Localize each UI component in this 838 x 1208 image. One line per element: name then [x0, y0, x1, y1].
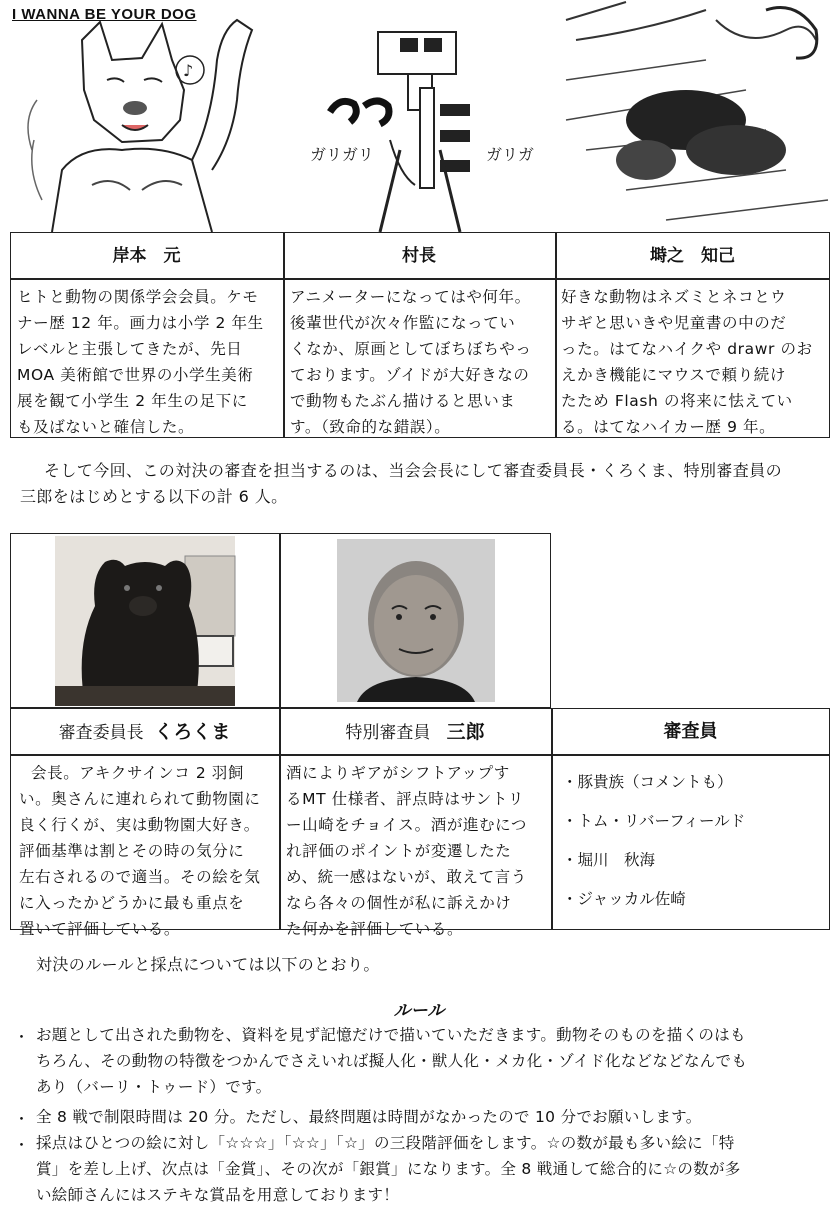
artwork-caption: I WANNA BE YOUR DOG: [12, 6, 197, 23]
rule-bullet: ・: [14, 1028, 30, 1046]
judge-label-kurokuma: [10, 710, 279, 754]
rules-intro: 対決のルールと採点については以下のとおり。: [36, 955, 380, 974]
judge-name: くろくま: [154, 721, 231, 743]
artist-name-tomoki: 塒之 知己: [650, 246, 735, 266]
artist-bio-kishimoto: ヒトと動物の関係学会会員。ケモ ナー歴 12 年。画力は小学 2 年生 レベルと主張してきたが、先日 MOA 美術館で世界の小学生美術 展を観て小学生 2 年生の足下に も及ばないと確信した。: [17, 288, 264, 436]
artist-bio-tomoki: 好きな動物はネズミとネコとウ サギと思いきや児童書の中のだ った。はてなハイクや drawr のお えかき機能にマウスで頼り続け たため Flash の将来に怯えてい る。はてなハイカー歴 9 年。: [561, 288, 813, 436]
svg-text:♪: ♪: [183, 61, 194, 80]
judge-title: 特別審査員: [345, 723, 431, 743]
other-judge-item: ・豚貴族（コメントも）: [562, 773, 733, 791]
artwork-sketch: [566, 0, 828, 232]
other-judge-item: ・堀川 秋海: [562, 851, 656, 869]
judge-name: 三郎: [446, 721, 485, 743]
other-judge-item: ・トム・リバーフィールド: [562, 812, 746, 830]
artist-bio-soncho: アニメーターになってはや何年。 後輩世代が次々作監になってい くなか、原画としてぼちぼちやっ ております。ゾイドが大好きなの で動物もたぶん描けると思いま す。（致命的な錯誤）。: [290, 288, 532, 436]
artist-name-kishimoto: 岸本 元: [112, 246, 181, 266]
photo-saburo: [337, 539, 495, 702]
intro-paragraph: そして今回、この対決の審査を担当するのは、当会会長にして審査委員長・くろくま、特別審査員の 三郎をはじめとする以下の計 6 人。: [20, 461, 783, 506]
rule-bullet: ・: [14, 1136, 30, 1154]
photo-kurokuma: [55, 536, 235, 706]
sfx-left: ガリガリ: [310, 145, 374, 164]
artwork-robot: [290, 0, 552, 232]
judge-title: 審査委員長: [58, 723, 144, 743]
rule-item-drawing: お題として出された動物を、資料を見ず記憶だけで描いていただきます。動物そのものを描くのはも ちろん、その動物の特徴をつかんでさえいれば擬人化・獣人化・メカ化・ゾイド化などなどなんでも あり（バーリ・トゥード）です。: [36, 1026, 748, 1096]
rules-title: ルール: [393, 1001, 445, 1021]
artist-name-soncho: 村長: [402, 246, 436, 266]
rule-item-time-limit: 全 8 戦で制限時間は 20 分。ただし、最終問題は時間がなかったので 10 分でお願いします。: [36, 1108, 702, 1126]
rule-bullet: ・: [14, 1110, 30, 1128]
judge-label-saburo: [279, 710, 551, 754]
judge-bio-kurokuma: 会長。アキクサインコ 2 羽飼 い。奥さんに連れられて動物園に 良く行くが、実は動物園大好き。 評価基準は割とその時の気分に 左右されるので適当。その絵を気 に入ったかどうかに最も重点を 置いて評価している。: [19, 764, 261, 938]
sfx-right: ガリガ: [486, 145, 534, 164]
other-judges-header: 審査員: [663, 721, 718, 742]
artwork-wolf: [12, 0, 274, 232]
judge-bio-saburo: 酒によりギアがシフトアップす るMT 仕様者、評点時はサントリ ー山崎をチョイス。酒が進むにつ れ評価のポイントが変遷したた め、統一感はないが、敢えて言う なら各々の個性が私に訴えかけ た何かを評価している。: [286, 764, 528, 938]
other-judge-item: ・ジャッカル佐崎: [562, 890, 686, 908]
rule-item-scoring: 採点はひとつの絵に対し「☆☆☆」「☆☆」「☆」の三段階評価をします。☆の数が最も多い絵に「特 賞」を差し上げ、次点は「金賞」、その次が「銀賞」になります。全 8 戦通して総合的に☆の数が多 い絵師さんにはステキな賞品を用意しております！: [36, 1134, 741, 1204]
